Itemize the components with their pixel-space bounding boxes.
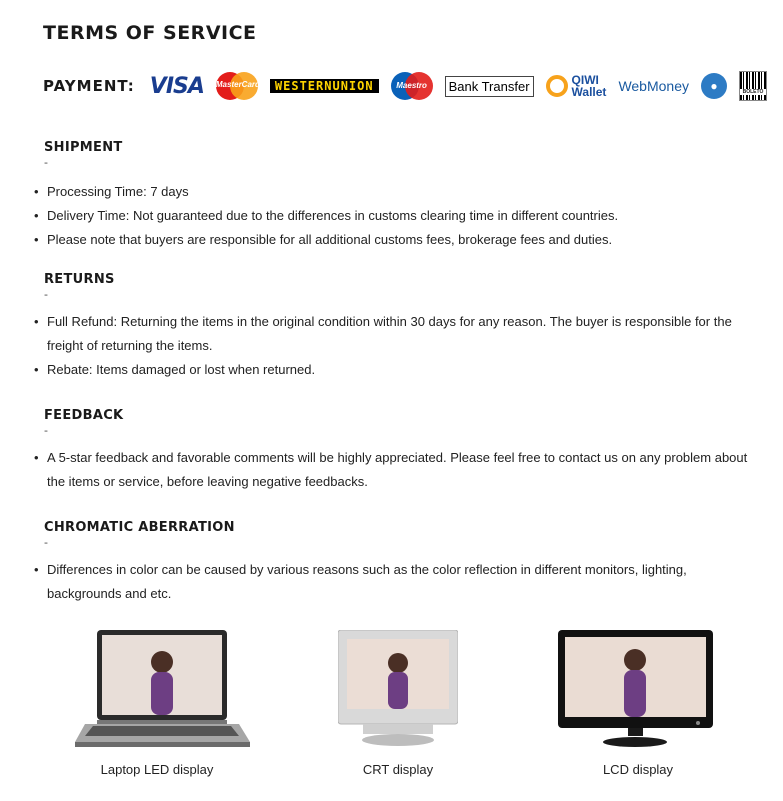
list-item: • Please note that buyers are responsible for all additional customs fees, brokerage fees and duties. bbox=[34, 228, 764, 252]
payment-label: PAYMENT: bbox=[43, 77, 135, 95]
qiwi-icon bbox=[546, 75, 568, 97]
mastercard-logo: MasterCard bbox=[216, 72, 258, 100]
list-item: • Delivery Time: Not guaranteed due to the differences in customs clearing time in different countries. bbox=[34, 204, 764, 228]
returns-list bbox=[34, 310, 764, 382]
section-heading-shipment: SHIPMENT bbox=[44, 140, 123, 155]
list-item: • Processing Time: 7 days bbox=[34, 180, 764, 204]
caption-lcd: LCD display bbox=[602, 762, 674, 777]
feedback-list bbox=[34, 446, 764, 494]
list-item: • Full Refund: Returning the items in the original condition within 30 days for any reason. The buyer is responsible for the freight of returning the items. bbox=[34, 310, 764, 358]
caption-laptop: Laptop LED display bbox=[100, 762, 214, 777]
webmoney-logo: WebMoney bbox=[618, 78, 689, 94]
boleto-logo: BOLETO bbox=[739, 71, 767, 101]
webmoney-globe-icon: ● bbox=[701, 73, 727, 99]
section-dash: - bbox=[44, 424, 48, 437]
section-dash: - bbox=[44, 288, 48, 301]
page-title: TERMS OF SERVICE bbox=[43, 22, 257, 44]
section-dash: - bbox=[44, 156, 48, 169]
caption-crt: CRT display bbox=[362, 762, 434, 777]
crt-monitor-image bbox=[338, 630, 458, 748]
section-dash: - bbox=[44, 536, 48, 549]
visa-logo: VISA bbox=[149, 73, 204, 99]
section-heading-chromatic-aberration: CHROMATIC ABERRATION bbox=[44, 520, 235, 535]
bank-transfer-logo: Bank Transfer bbox=[445, 76, 534, 97]
payment-methods bbox=[43, 66, 779, 106]
chromatic-list bbox=[34, 558, 764, 606]
list-item: • A 5-star feedback and favorable comments will be highly appreciated. Please feel free to contact us on any problem about the items or service, before leaving negative feedbacks. bbox=[34, 446, 764, 494]
lcd-monitor-image bbox=[558, 630, 713, 748]
laptop-image bbox=[75, 630, 250, 748]
section-heading-returns: RETURNS bbox=[44, 272, 115, 287]
maestro-logo: Maestro bbox=[391, 72, 433, 100]
list-item: • Rebate: Items damaged or lost when returned. bbox=[34, 358, 764, 382]
qiwi-wallet-logo: QIWI Wallet bbox=[546, 74, 607, 98]
western-union-logo: WESTERN UNION bbox=[270, 79, 379, 93]
shipment-list bbox=[34, 180, 764, 252]
section-heading-feedback: FEEDBACK bbox=[44, 408, 124, 423]
list-item: • Differences in color can be caused by various reasons such as the color reflection in different monitors, lighting, backgrounds and etc. bbox=[34, 558, 764, 606]
